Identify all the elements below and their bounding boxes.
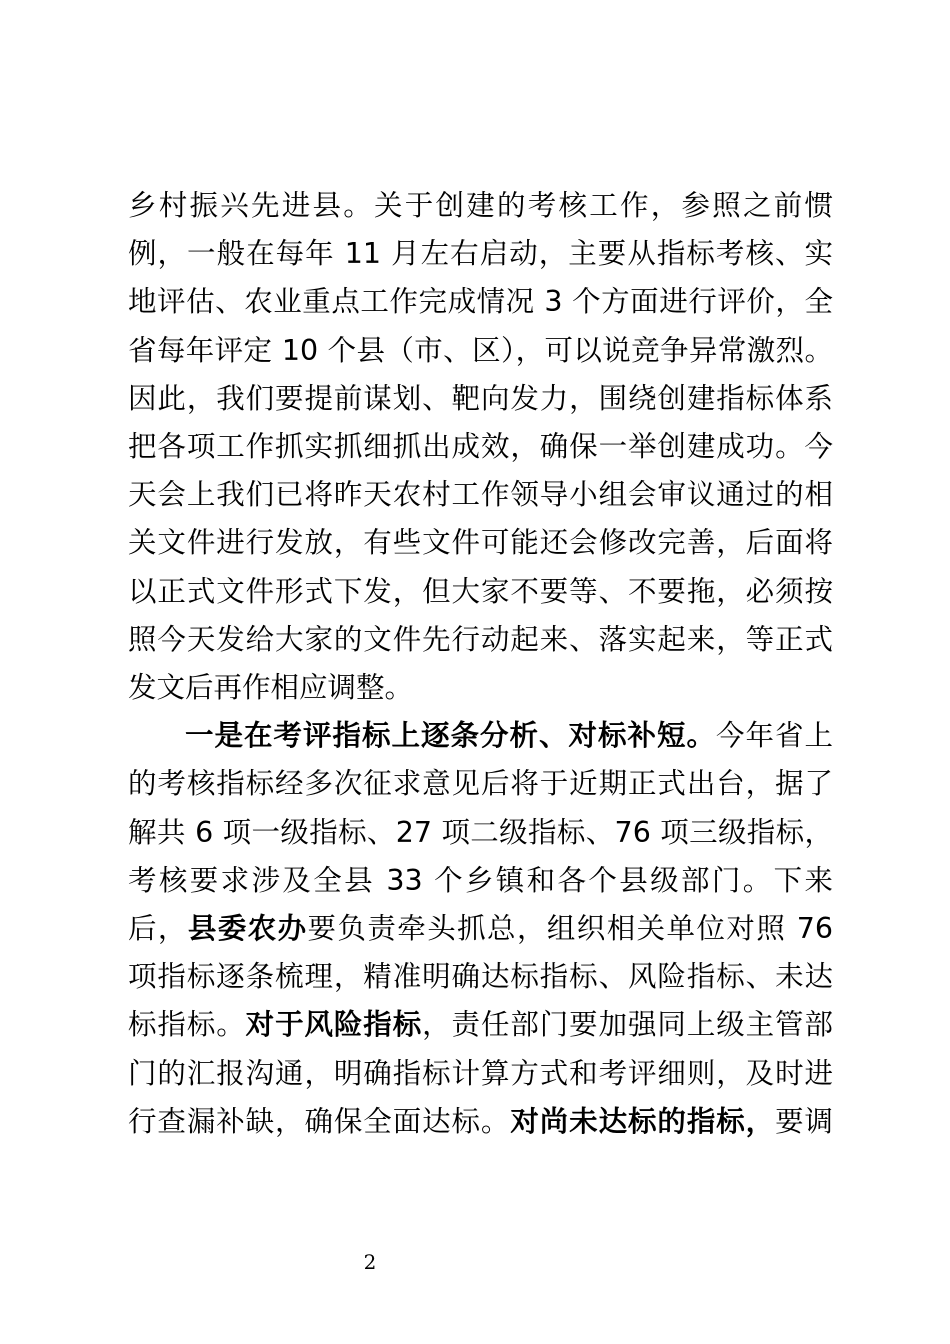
text-line: 解共 6 项一级指标、27 项二级指标、76 项三级指标，: [128, 815, 833, 849]
text-line: 省每年评定 10 个县（市、区），可以说竞争异常激烈。: [128, 333, 833, 367]
text-line: 以正式文件形式下发，但大家不要等、不要拖，必须按: [128, 574, 833, 608]
text-line: 例，一般在每年 11 月左右启动，主要从指标考核、实: [128, 237, 833, 271]
bold-text: 对于风险指标: [245, 1008, 423, 1042]
text-line: 天会上我们已将昨天农村工作领导小组会审议通过的相: [128, 478, 833, 512]
text-line: [128, 712, 833, 760]
text-line: 考核要求涉及全县 33 个乡镇和各个县级部门。下来: [128, 863, 833, 897]
text-line: [128, 1001, 833, 1049]
text-line: 因此，我们要提前谋划、靶向发力，围绕创建指标体系: [128, 381, 833, 415]
body-text: [128, 182, 833, 1146]
text-line: 照今天发给大家的文件先行动起来、落实起来，等正式: [128, 622, 833, 656]
paragraph-2: [128, 712, 833, 1146]
text-line: 关文件进行发放，有些文件可能还会修改完善，后面将: [128, 526, 833, 560]
text-line: 项指标逐条梳理，精准明确达标指标、风险指标、未达: [128, 960, 833, 994]
bold-heading: 一是在考评指标上逐条分析、对标补短。: [185, 719, 716, 753]
text-line: 的考核指标经多次征求意见后将于近期正式出台，据了: [128, 767, 833, 801]
text-run: 后，: [128, 912, 188, 946]
text-line: 乡村振兴先进县。关于创建的考核工作，参照之前惯: [128, 189, 833, 222]
text-line: [128, 1098, 833, 1146]
text-line: 地评估、农业重点工作完成情况 3 个方面进行评价，全: [128, 285, 833, 319]
text-run: 行查漏补缺，确保全面达标。: [128, 1104, 511, 1138]
bold-text: 县委农办: [187, 912, 308, 946]
text-line: [128, 905, 833, 953]
text-run: 今年省上: [715, 719, 833, 753]
text-run: ，责任部门要加强同上级主管部: [422, 1008, 833, 1042]
text-line: 把各项工作抓实抓细抓出成效，确保一举创建成功。今: [128, 430, 833, 464]
text-line: 门的汇报沟通，明确指标计算方式和考评细则，及时进: [128, 1056, 833, 1090]
text-line: 发文后再作相应调整。: [128, 671, 414, 705]
text-run: 标指标。: [128, 1008, 246, 1042]
bold-text: 对尚未达标的指标，: [510, 1104, 776, 1138]
text-run: 要调: [775, 1104, 833, 1138]
text-run: 要负责牵头抓总，组织相关单位对照 76: [307, 912, 833, 946]
paragraph-1: [128, 182, 833, 712]
page-number: 2: [363, 1250, 377, 1274]
